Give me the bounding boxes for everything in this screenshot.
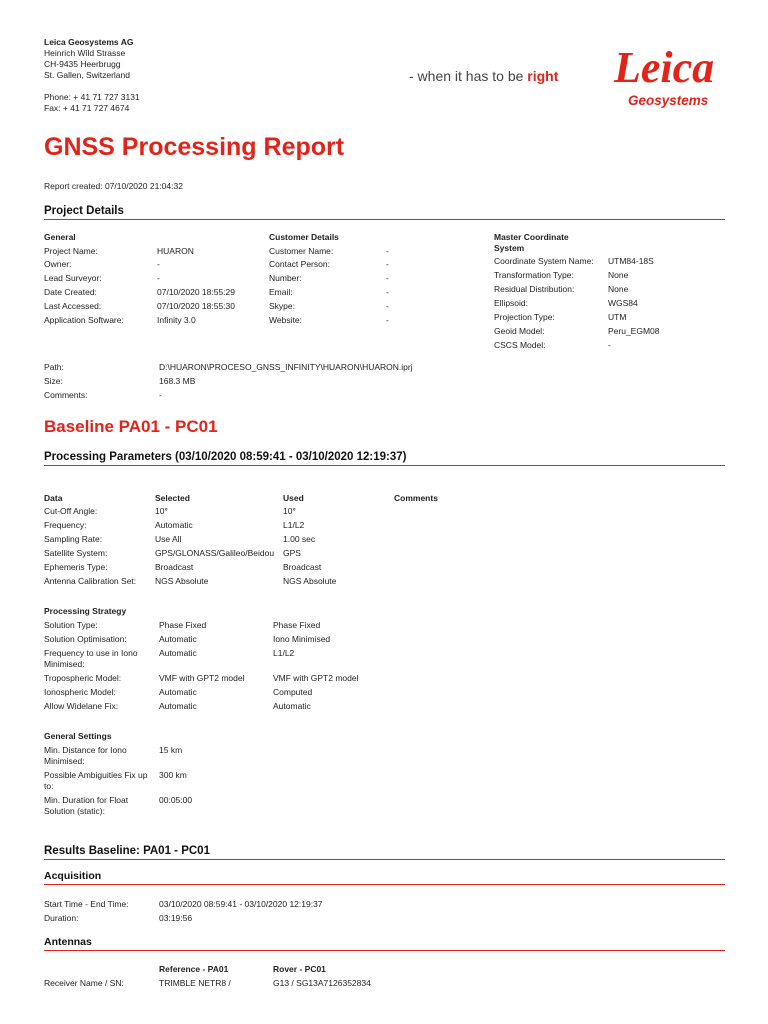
path-label: Path: bbox=[44, 362, 64, 372]
report-title: GNSS Processing Report bbox=[44, 133, 345, 161]
strategy-label: Solution Type: bbox=[44, 620, 98, 630]
master-value: None bbox=[608, 270, 629, 280]
settings-value: 15 km bbox=[159, 745, 183, 755]
data-selected: 10° bbox=[155, 506, 168, 516]
general-label: Application Software: bbox=[44, 315, 124, 325]
results-baseline-heading: Results Baseline: PA01 - PC01 bbox=[44, 845, 210, 857]
master-label: Ellipsoid: bbox=[494, 298, 529, 308]
master-value: - bbox=[608, 340, 611, 350]
customer-label: Email: bbox=[269, 287, 293, 297]
acquisition-value: 03/10/2020 08:59:41 - 03/10/2020 12:19:37 bbox=[159, 899, 323, 909]
strategy-used: Iono Minimised bbox=[273, 634, 331, 644]
master-value: UTM84-18S bbox=[608, 256, 654, 266]
path-value: D:\HUARON\PROCESO_GNSS_INFINITY\HUARON\HUARON.iprj bbox=[159, 362, 413, 372]
acquisition-label: Duration: bbox=[44, 913, 79, 923]
data-used: L1/L2 bbox=[283, 520, 305, 530]
customer-value: - bbox=[386, 273, 389, 283]
strategy-label: Solution Optimisation: bbox=[44, 634, 127, 644]
data-used: 1.00 sec bbox=[283, 534, 316, 544]
results-baseline-rule bbox=[44, 859, 725, 860]
settings-label: Min. Distance for Iono Minimised: bbox=[44, 745, 127, 766]
master-value: UTM bbox=[608, 312, 627, 322]
data-selected: Broadcast bbox=[155, 562, 194, 572]
acquisition-rule bbox=[44, 884, 725, 885]
data-selected: NGS Absolute bbox=[155, 576, 209, 586]
rover-col-header: Rover - PC01 bbox=[273, 964, 326, 974]
settings-label: Min. Duration for Float Solution (static): bbox=[44, 795, 129, 816]
logo-wordmark: Leica bbox=[614, 43, 715, 92]
comments-col-header: Comments bbox=[394, 493, 438, 503]
settings-value: 00:05:00 bbox=[159, 795, 193, 805]
customer-label: Skype: bbox=[269, 301, 295, 311]
antennas-heading: Antennas bbox=[44, 936, 92, 948]
data-label: Antenna Calibration Set: bbox=[44, 576, 137, 586]
general-value: - bbox=[157, 259, 160, 269]
company-name: Leica Geosystems AG bbox=[44, 37, 134, 47]
strategy-selected: Automatic bbox=[159, 687, 197, 697]
strategy-used: Automatic bbox=[273, 701, 311, 711]
strategy-selected: Automatic bbox=[159, 701, 197, 711]
strategy-label: Frequency to use in Iono Minimised: bbox=[44, 648, 138, 669]
address-line-3: St. Gallen, Switzerland bbox=[44, 70, 130, 80]
strategy-label: Tropospheric Model: bbox=[44, 673, 122, 683]
processing-params-rule bbox=[44, 465, 725, 466]
master-label: Geoid Model: bbox=[494, 326, 545, 336]
comments-label: Comments: bbox=[44, 390, 88, 400]
address-line-1: Heinrich Wild Strasse bbox=[44, 48, 126, 58]
antenna-rover-value: G13 / SG13A7126352834 bbox=[273, 978, 371, 988]
data-used: Broadcast bbox=[283, 562, 322, 572]
strategy-used: VMF with GPT2 model bbox=[273, 673, 359, 683]
general-value: - bbox=[157, 273, 160, 283]
logo-subtitle: Geosystems bbox=[628, 93, 709, 108]
data-col-header: Data bbox=[44, 493, 63, 503]
general-label: Owner: bbox=[44, 259, 72, 269]
company-fax: Fax: + 41 71 727 4674 bbox=[44, 103, 130, 113]
strategy-used: L1/L2 bbox=[273, 648, 295, 658]
data-selected: Use All bbox=[155, 534, 182, 544]
general-label: Lead Surveyor: bbox=[44, 273, 102, 283]
strategy-selected: Automatic bbox=[159, 634, 197, 644]
master-label: Projection Type: bbox=[494, 312, 555, 322]
data-selected: GPS/GLONASS/Galileo/Beidou bbox=[155, 548, 275, 558]
strategy-used: Computed bbox=[273, 687, 313, 697]
report-created: Report created: 07/10/2020 21:04:32 bbox=[44, 181, 183, 191]
master-value: None bbox=[608, 284, 629, 294]
customer-label: Customer Name: bbox=[269, 246, 334, 256]
data-used: GPS bbox=[283, 548, 301, 558]
data-used: 10° bbox=[283, 506, 296, 516]
general-value: HUARON bbox=[157, 246, 194, 256]
acquisition-label: Start Time - End Time: bbox=[44, 899, 129, 909]
settings-value: 300 km bbox=[159, 770, 187, 780]
leica-logo bbox=[612, 38, 724, 110]
general-label: Project Name: bbox=[44, 246, 98, 256]
processing-params-heading: Processing Parameters (03/10/2020 08:59:41 - 03/10/2020 12:19:37) bbox=[44, 451, 407, 463]
acquisition-value: 03:19:56 bbox=[159, 913, 193, 923]
company-phone: Phone: + 41 71 727 3131 bbox=[44, 92, 140, 102]
data-label: Satellite System: bbox=[44, 548, 108, 558]
project-details-heading: Project Details bbox=[44, 205, 124, 217]
master-label: CSCS Model: bbox=[494, 340, 546, 350]
address-line-2: CH-9435 Heerbrugg bbox=[44, 59, 121, 69]
master-value: WGS84 bbox=[608, 298, 638, 308]
customer-value: - bbox=[386, 259, 389, 269]
customer-value: - bbox=[386, 287, 389, 297]
general-value: 07/10/2020 18:55:29 bbox=[157, 287, 235, 297]
general-label: Date Created: bbox=[44, 287, 97, 297]
general-value: 07/10/2020 18:55:30 bbox=[157, 301, 235, 311]
customer-value: - bbox=[386, 315, 389, 325]
general-header: General bbox=[44, 232, 76, 242]
tagline bbox=[409, 68, 558, 84]
selected-col-header: Selected bbox=[155, 493, 190, 503]
strategy-used: Phase Fixed bbox=[273, 620, 321, 630]
general-label: Last Accessed: bbox=[44, 301, 102, 311]
strategy-selected: VMF with GPT2 model bbox=[159, 673, 245, 683]
customer-value: - bbox=[386, 246, 389, 256]
customer-value: - bbox=[386, 301, 389, 311]
customer-header: Customer Details bbox=[269, 232, 339, 242]
size-value: 168.3 MB bbox=[159, 376, 196, 386]
settings-header: General Settings bbox=[44, 731, 112, 741]
project-details-rule bbox=[44, 219, 725, 220]
comments-value: - bbox=[159, 390, 162, 400]
data-label: Ephemeris Type: bbox=[44, 562, 108, 572]
settings-label: Possible Ambiguities Fix up to: bbox=[44, 770, 148, 791]
customer-label: Website: bbox=[269, 315, 302, 325]
general-value: Infinity 3.0 bbox=[157, 315, 196, 325]
strategy-label: Allow Widelane Fix: bbox=[44, 701, 119, 711]
strategy-header: Processing Strategy bbox=[44, 606, 127, 616]
baseline-title: Baseline PA01 - PC01 bbox=[44, 417, 218, 436]
antenna-reference-value: TRIMBLE NETR8 / bbox=[159, 978, 231, 988]
data-label: Cut-Off Angle: bbox=[44, 506, 98, 516]
master-value: Peru_EGM08 bbox=[608, 326, 660, 336]
antennas-rule bbox=[44, 950, 725, 951]
data-selected: Automatic bbox=[155, 520, 193, 530]
strategy-selected: Phase Fixed bbox=[159, 620, 207, 630]
strategy-label: Ionospheric Model: bbox=[44, 687, 116, 697]
reference-col-header: Reference - PA01 bbox=[159, 964, 229, 974]
strategy-selected: Automatic bbox=[159, 648, 197, 658]
master-coord-header: Master Coordinate System bbox=[494, 232, 569, 253]
used-col-header: Used bbox=[283, 493, 304, 503]
customer-label: Number: bbox=[269, 273, 302, 283]
master-label: Transformation Type: bbox=[494, 270, 574, 280]
size-label: Size: bbox=[44, 376, 63, 386]
tagline-prefix: - when it has to be bbox=[409, 68, 528, 84]
antenna-label: Receiver Name / SN: bbox=[44, 978, 124, 988]
data-used: NGS Absolute bbox=[283, 576, 337, 586]
master-label: Residual Distribution: bbox=[494, 284, 575, 294]
company-address bbox=[44, 37, 140, 114]
data-label: Frequency: bbox=[44, 520, 87, 530]
data-label: Sampling Rate: bbox=[44, 534, 103, 544]
tagline-emphasis: right bbox=[527, 68, 559, 84]
acquisition-heading: Acquisition bbox=[44, 870, 102, 882]
customer-label: Contact Person: bbox=[269, 259, 330, 269]
master-label: Coordinate System Name: bbox=[494, 256, 594, 266]
